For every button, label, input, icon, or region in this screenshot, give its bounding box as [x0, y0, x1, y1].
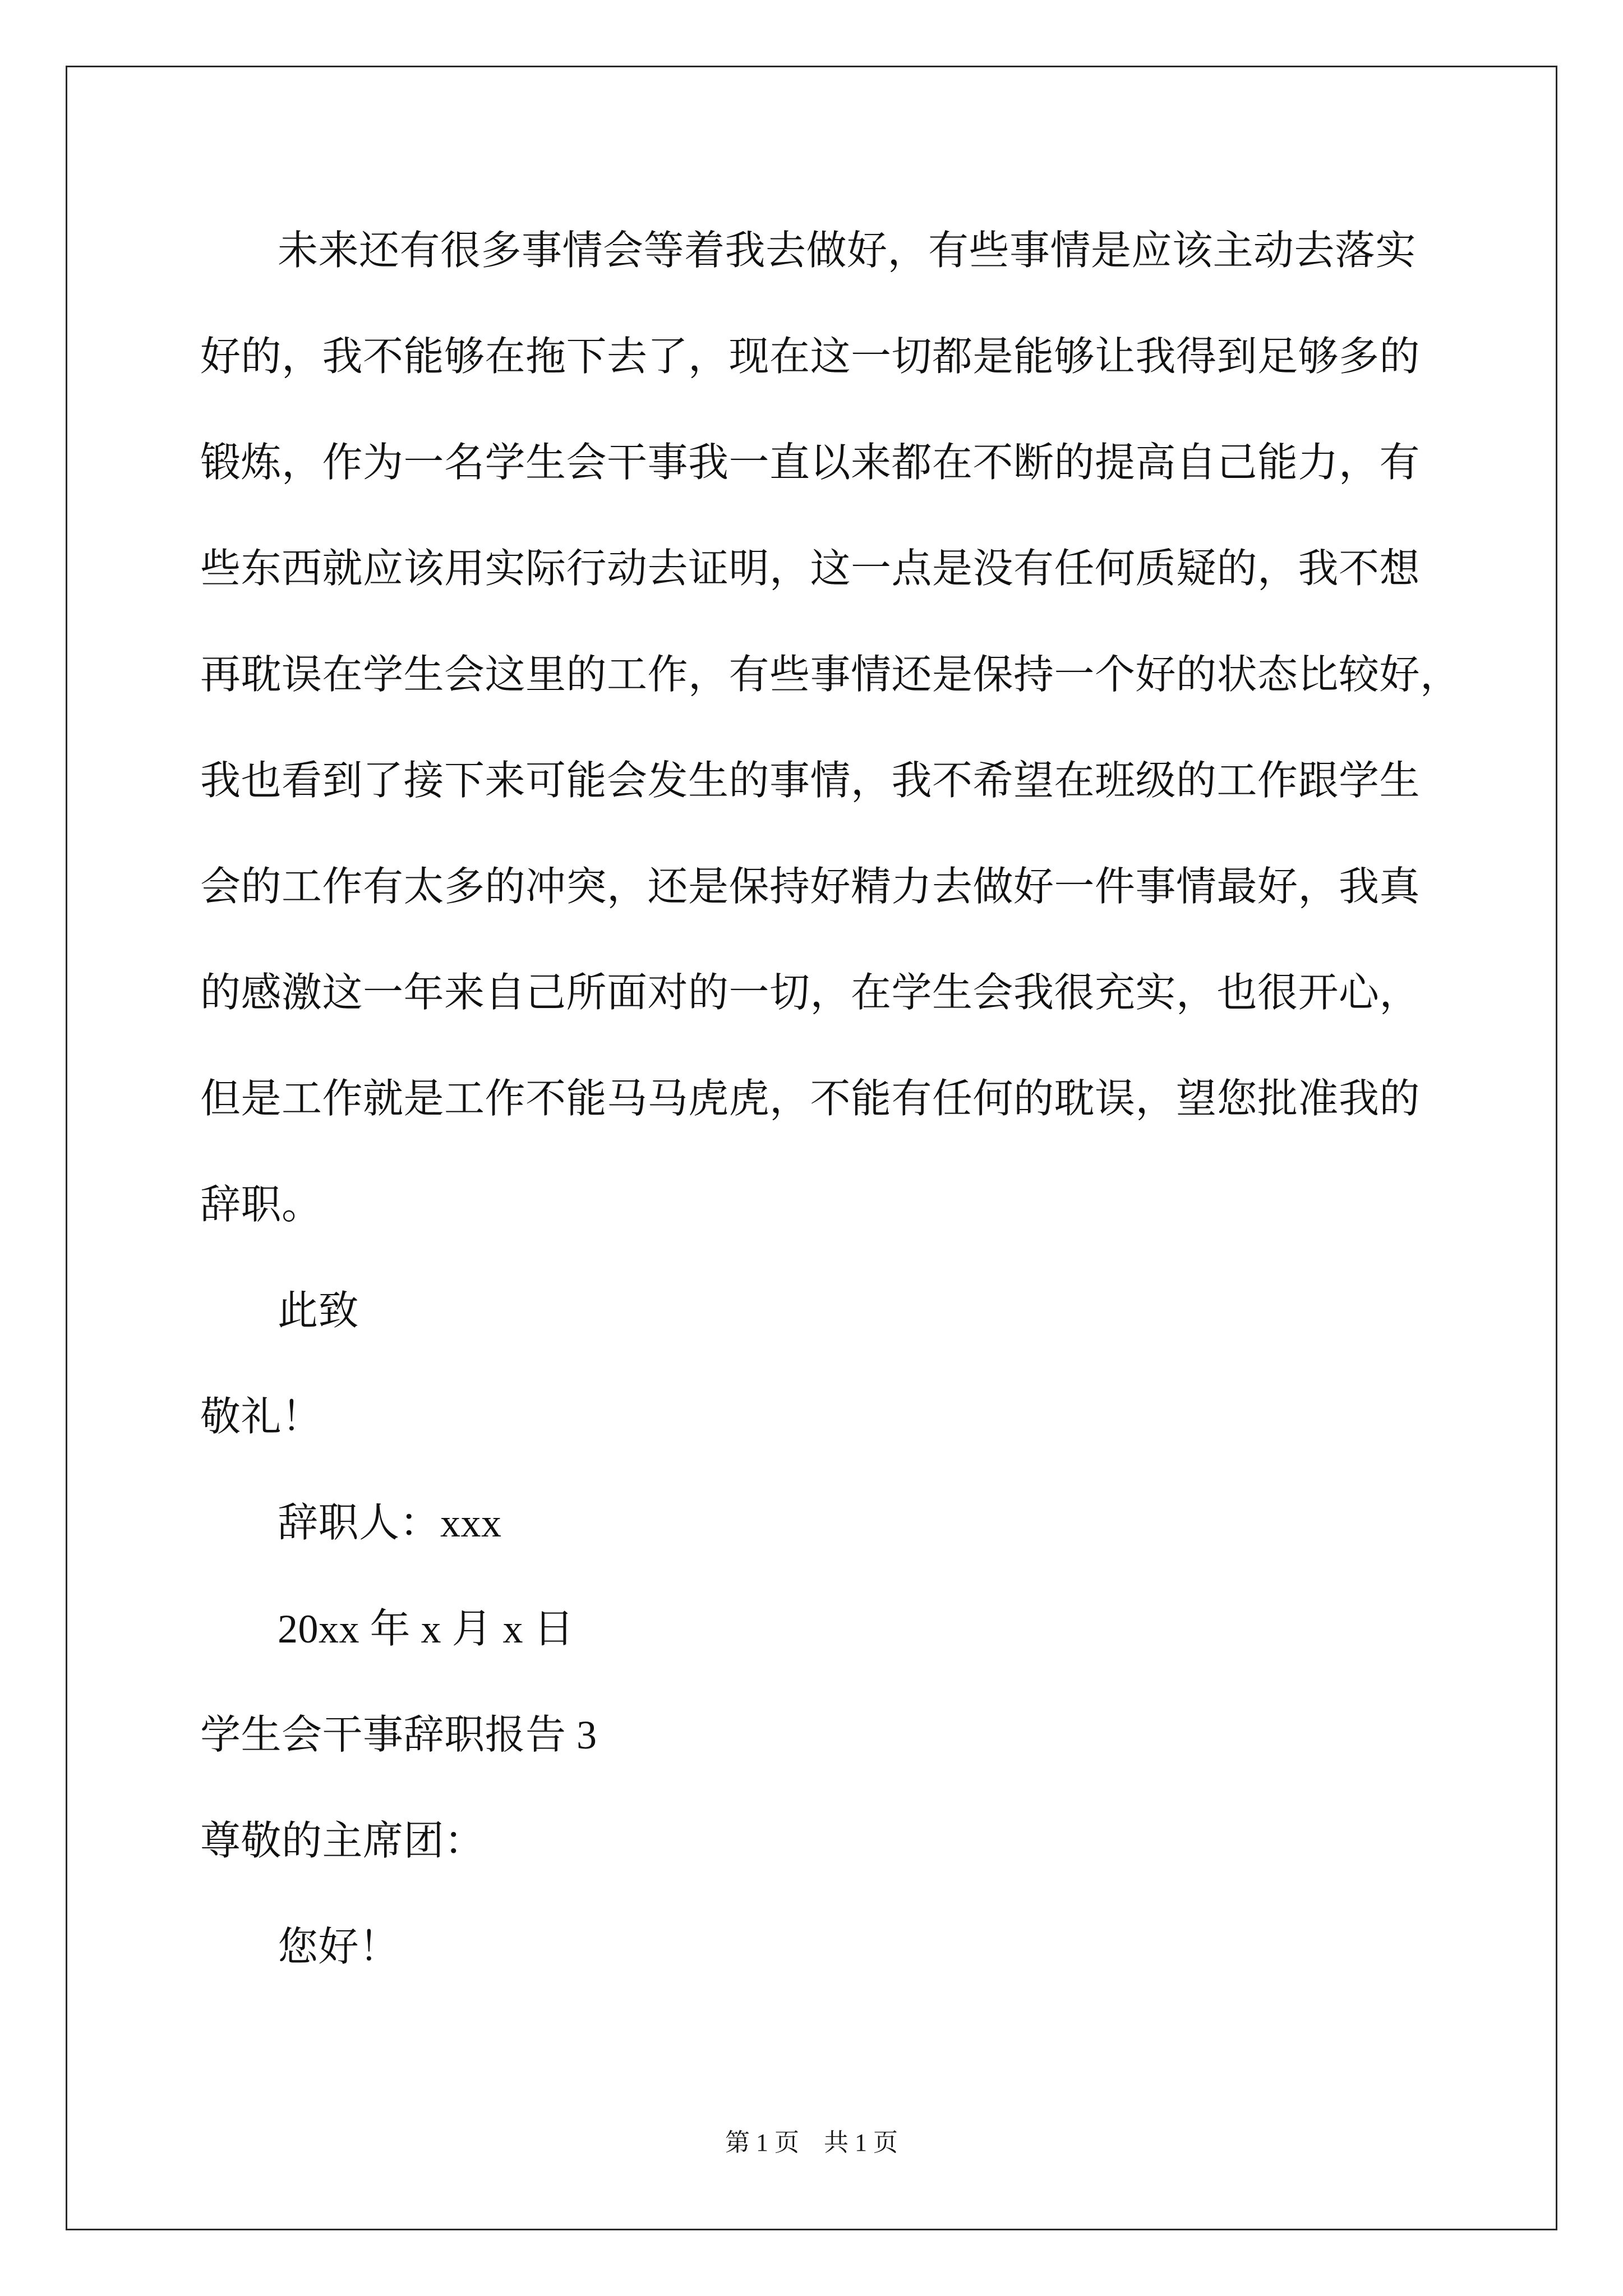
body-line: 我也看到了接下来可能会发生的事情，我不希望在班级的工作跟学生 [200, 758, 1421, 803]
body-line: 辞职。 [200, 1182, 322, 1227]
body-line: 再耽误在学生会这里的工作，有些事情还是保持一个好的状态比较好， [200, 652, 1461, 697]
body-line: 锻炼，作为一名学生会干事我一直以来都在不断的提高自己能力，有 [200, 440, 1421, 485]
date-line: 20xx 年 x 月 x 日 [278, 1607, 575, 1651]
closing-text: 此致 [278, 1289, 359, 1333]
body-line: 未来还有很多事情会等着我去做好，有些事情是应该主动去落实 [278, 228, 1417, 273]
body-line: 但是工作就是工作不能马马虎虎，不能有任何的耽误，望您批准我的 [200, 1076, 1421, 1121]
page-footer: 第 1 页 共 1 页 [725, 2129, 898, 2156]
signer-line: 辞职人：xxx [278, 1501, 502, 1545]
body-line: 些东西就应该用实际行动去证明，这一点是没有任何质疑的，我不想 [200, 546, 1421, 591]
section-title: 学生会干事辞职报告 3 [200, 1713, 597, 1757]
body-line: 会的工作有太多的冲突，还是保持好精力去做好一件事情最好，我真 [200, 864, 1421, 909]
addressee-line: 尊敬的主席团： [200, 1819, 485, 1864]
greeting-line: 您好！ [278, 1925, 400, 1970]
salute-text: 敬礼！ [200, 1395, 322, 1439]
body-line: 好的，我不能够在拖下去了，现在这一切都是能够让我得到足够多的 [200, 334, 1421, 379]
body-line: 的感激这一年来自己所面对的一切，在学生会我很充实，也很开心， [200, 970, 1421, 1015]
